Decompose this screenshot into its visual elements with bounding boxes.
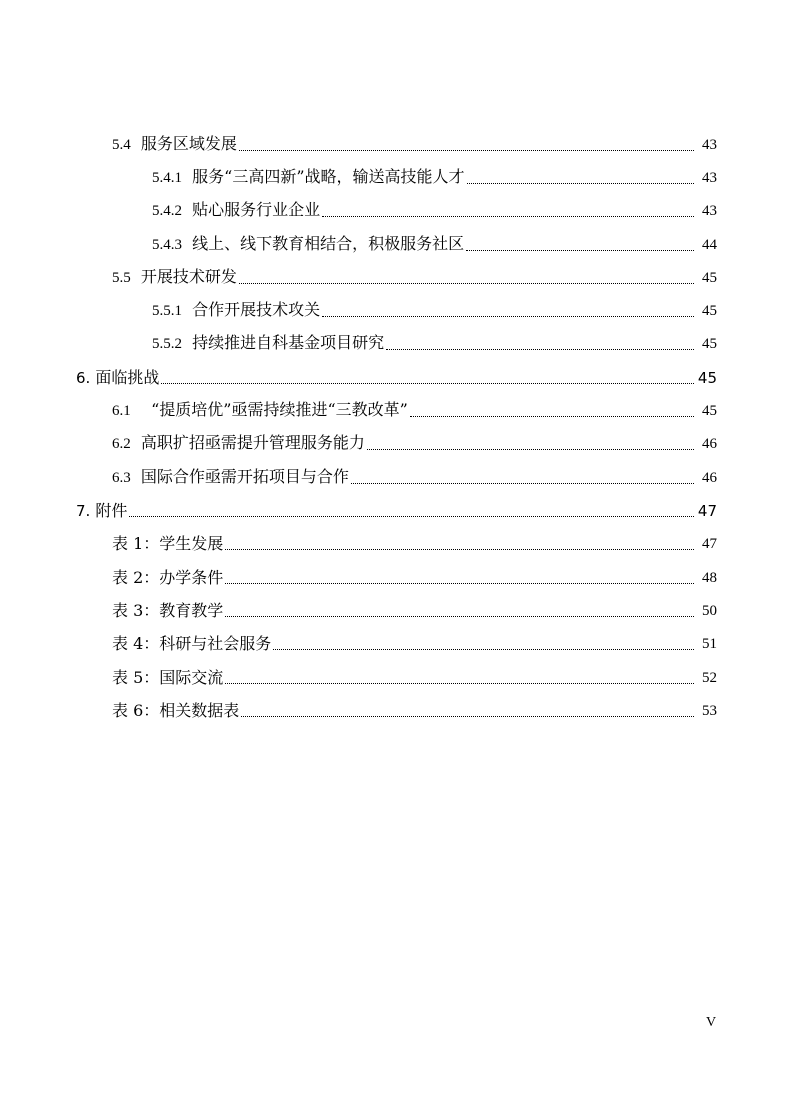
toc-entry[interactable] xyxy=(112,122,717,155)
toc-entry-label: 5.4.2 贴心服务行业企业 xyxy=(152,200,321,219)
toc-entry-label: 表 3：教育教学 xyxy=(112,601,224,620)
toc-entry-page: 47 xyxy=(697,502,717,520)
dot-leader xyxy=(161,383,694,384)
toc-entry-label: 表 6：相关数据表 xyxy=(112,701,240,720)
dot-leader xyxy=(241,716,694,717)
toc-entry-page: 51 xyxy=(702,636,717,652)
toc-entry-label: 表 4：科研与社会服务 xyxy=(112,634,272,653)
toc-entry-page: 45 xyxy=(702,403,717,419)
toc-entry-page: 46 xyxy=(702,436,717,452)
dot-leader xyxy=(239,283,694,284)
toc-entry[interactable] xyxy=(76,488,717,521)
dot-leader xyxy=(322,316,694,317)
toc-entry[interactable] xyxy=(152,188,717,221)
toc-entry-label: 表 5：国际交流 xyxy=(112,668,224,687)
dot-leader xyxy=(225,583,694,584)
toc-entry-page: 47 xyxy=(702,536,717,552)
dot-leader xyxy=(225,683,694,684)
dot-leader xyxy=(225,616,694,617)
toc-entry[interactable] xyxy=(112,655,717,688)
toc-entry-label: 6.1 “提质培优”亟需持续推进“三教改革” xyxy=(112,400,408,419)
dot-leader xyxy=(367,449,694,450)
toc-entry-page: 45 xyxy=(697,369,717,387)
toc-entry-page: 43 xyxy=(702,137,717,153)
toc-entry-page: 44 xyxy=(702,237,717,253)
toc-entry[interactable] xyxy=(152,222,717,255)
toc-entry[interactable] xyxy=(112,455,717,488)
dot-leader xyxy=(410,416,694,417)
dot-leader xyxy=(386,349,694,350)
toc-entry[interactable] xyxy=(112,388,717,421)
toc-entry-label: 5.4.3 线上、线下教育相结合，积极服务社区 xyxy=(152,234,465,253)
toc-entry[interactable] xyxy=(76,355,717,388)
toc-entry[interactable] xyxy=(112,521,717,554)
dot-leader xyxy=(322,216,694,217)
toc-entry-label: 6. 面临挑战 xyxy=(76,368,160,387)
toc-entry[interactable] xyxy=(112,588,717,621)
toc-entry-page: 52 xyxy=(702,670,717,686)
dot-leader xyxy=(351,483,694,484)
dot-leader xyxy=(225,549,694,550)
dot-leader xyxy=(467,183,694,184)
toc-entry-page: 45 xyxy=(702,303,717,319)
dot-leader xyxy=(466,250,694,251)
toc-entry-label: 5.4 服务区域发展 xyxy=(112,134,237,153)
toc-entry-label: 表 2：办学条件 xyxy=(112,568,224,587)
toc-entry[interactable] xyxy=(152,321,717,354)
page-number: V xyxy=(706,1015,717,1030)
toc-entry-page: 46 xyxy=(702,470,717,486)
toc-entry-label: 5.4.1 服务“三高四新”战略，输送高技能人才 xyxy=(152,167,465,186)
toc-entry-label: 7. 附件 xyxy=(76,501,128,520)
toc-entry-page: 45 xyxy=(702,270,717,286)
toc-entry[interactable] xyxy=(152,288,717,321)
toc-entry[interactable] xyxy=(152,155,717,188)
toc-entry[interactable] xyxy=(112,421,717,454)
toc-entry-page: 43 xyxy=(702,203,717,219)
toc-entry[interactable] xyxy=(112,688,717,721)
toc-entry-label: 5.5.2 持续推进自科基金项目研究 xyxy=(152,333,385,352)
toc-entry-page: 53 xyxy=(702,703,717,719)
toc-entry-page: 45 xyxy=(702,336,717,352)
toc-entry[interactable] xyxy=(112,621,717,654)
dot-leader xyxy=(273,649,694,650)
toc-entry-page: 43 xyxy=(702,170,717,186)
dot-leader xyxy=(239,150,694,151)
toc-entry-label: 6.2 高职扩招亟需提升管理服务能力 xyxy=(112,433,365,452)
toc-entry[interactable] xyxy=(112,555,717,588)
toc-entry-page: 50 xyxy=(702,603,717,619)
toc-entry-page: 48 xyxy=(702,570,717,586)
toc-entry-label: 表 1：学生发展 xyxy=(112,534,224,553)
toc-entry-label: 5.5.1 合作开展技术攻关 xyxy=(152,300,321,319)
dot-leader xyxy=(129,516,694,517)
toc-entry-label: 6.3 国际合作亟需开拓项目与合作 xyxy=(112,467,349,486)
toc-entry-label: 5.5 开展技术研发 xyxy=(112,267,237,286)
toc-entry[interactable] xyxy=(112,255,717,288)
